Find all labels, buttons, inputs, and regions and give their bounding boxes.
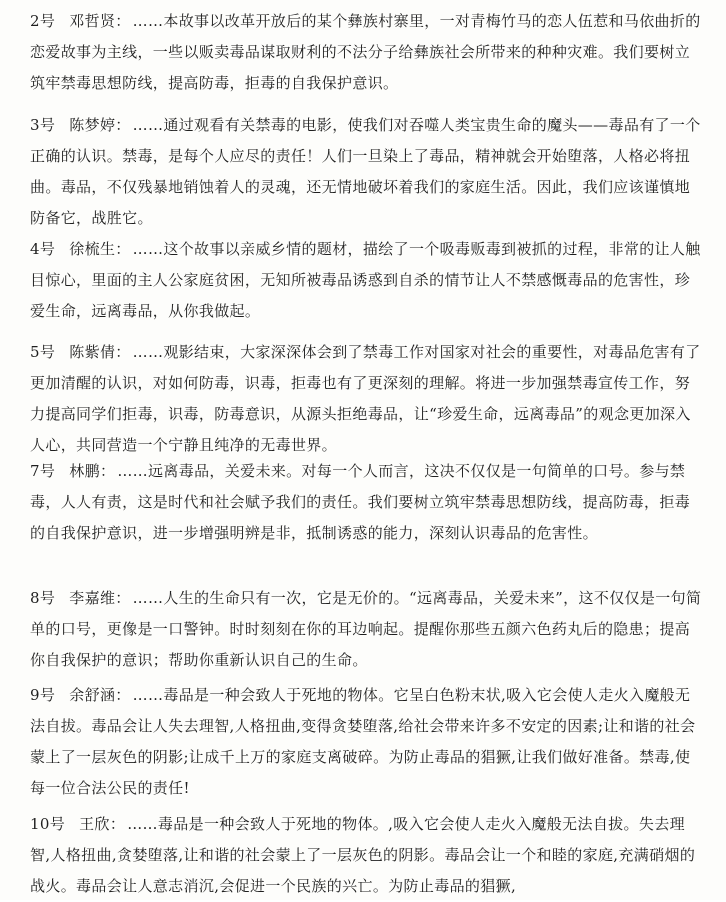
comment-entry-9 [30,680,702,804]
student-name: 邓哲贤： [69,12,131,30]
comment-entry-5 [30,337,702,461]
comment-text: ……远离毒品，关爱未来。对每一个人而言，这决不仅仅是一句简单的口号。参与禁毒，人人有责，这是时代和社会赋予我们的责任。我们要树立筑牢禁毒思想防线，提高防毒，拒毒的自我保护意识，进一步增强明辨是非，抵制诱惑的能力，深刻认识毒品的危害性。 [30,462,691,542]
student-number: 4号 [30,240,56,258]
comment-entry-10 [30,809,702,902]
comment-entry-4 [30,234,702,327]
student-number: 9号 [30,686,56,704]
student-number: 8号 [30,589,56,607]
comment-entry-8 [30,583,702,676]
student-name: 余舒涵： [69,686,131,704]
comment-entry-2 [30,6,702,99]
student-number: 2号 [30,12,56,30]
comment-text: ……观影结束，大家深深体会到了禁毒工作对国家对社会的重要性，对毒品危害有了更加清醒的认识，对如何防毒，识毒，拒毒也有了更深刻的理解。将进一步加强禁毒宣传工作，努力提高同学们拒毒，识毒，防毒意识，从源头拒绝毒品，让“珍爱生命，远离毒品”的观念更加深入人心，共同营造一个宁静且纯净的无毒世界。 [30,343,701,454]
student-name: 陈紫倩： [69,343,131,361]
student-name: 徐梳生： [69,240,131,258]
comment-text: ……通过观看有关禁毒的电影，使我们对吞噬人类宝贵生命的魔头——毒品有了一个正确的认识。禁毒，是每个人应尽的责任！人们一旦染上了毒品，精神就会开始堕落，人格必将扭曲。毒品，不仅残暴地销蚀着人的灵魂，还无情地破坏着我们的家庭生活。因此，我们应该谨慎地防备它，战胜它。 [30,116,701,227]
student-number: 5号 [30,343,56,361]
student-number: 10号 [30,815,66,833]
comment-text: ……人生的生命只有一次，它是无价的。“远离毒品，关爱未来”，这不仅仅是一句简单的口号，更像是一口警钟。时时刻刻在你的耳边响起。提醒你那些五颜六色药丸后的隐患；提高你自我保护的意识；帮助你重新认识自己的生命。 [30,589,702,669]
comment-entry-3 [30,110,702,234]
comment-text: ……毒品是一种会致人于死地的物体。,吸入它会使人走火入魔般无法自拔。失去理智,人格扭曲,贪婪堕落,让和谐的社会蒙上了一层灰色的阴影。毒品会让一个和睦的家庭,充满硝烟的战火。毒品会让人意志消沉,会促进一个民族的兴亡。为防止毒品的猖獗, [30,815,696,895]
comment-text: ……本故事以改革开放后的某个彝族村寨里，一对青梅竹马的恋人伍惹和马依曲折的恋爱故事为主线，一些以贩卖毒品谋取财利的不法分子给彝族社会所带来的种种灾难。我们要树立筑牢禁毒思想防线，提高防毒，拒毒的自我保护意识。 [30,12,701,92]
comment-text: ……毒品是一种会致人于死地的物体。它呈白色粉末状,吸入它会使人走火入魔般无法自拔。毒品会让人失去理智,人格扭曲,变得贪婪堕落,给社会带来许多不安定的因素;让和谐的社会蒙上了一层灰色的阴影;让成千上万的家庭支离破碎。为防止毒品的猖獗,让我们做好准备。禁毒,使每一位合法公民的责任! [30,686,696,797]
student-name: 王欣： [79,815,126,833]
student-name: 李嘉维： [69,589,131,607]
student-number: 7号 [30,462,56,480]
comment-text: ……这个故事以亲威乡情的题材，描绘了一个吸毒贩毒到被抓的过程，非常的让人触目惊心，里面的主人公家庭贫困，无知所被毒品诱惑到自杀的情节让人不禁感慨毒品的危害性，珍爱生命，远离毒品，从你我做起。 [30,240,701,320]
comment-entry-7 [30,456,702,549]
student-name: 林鹏： [69,462,116,480]
student-number: 3号 [30,116,56,134]
student-name: 陈梦婷： [69,116,131,134]
